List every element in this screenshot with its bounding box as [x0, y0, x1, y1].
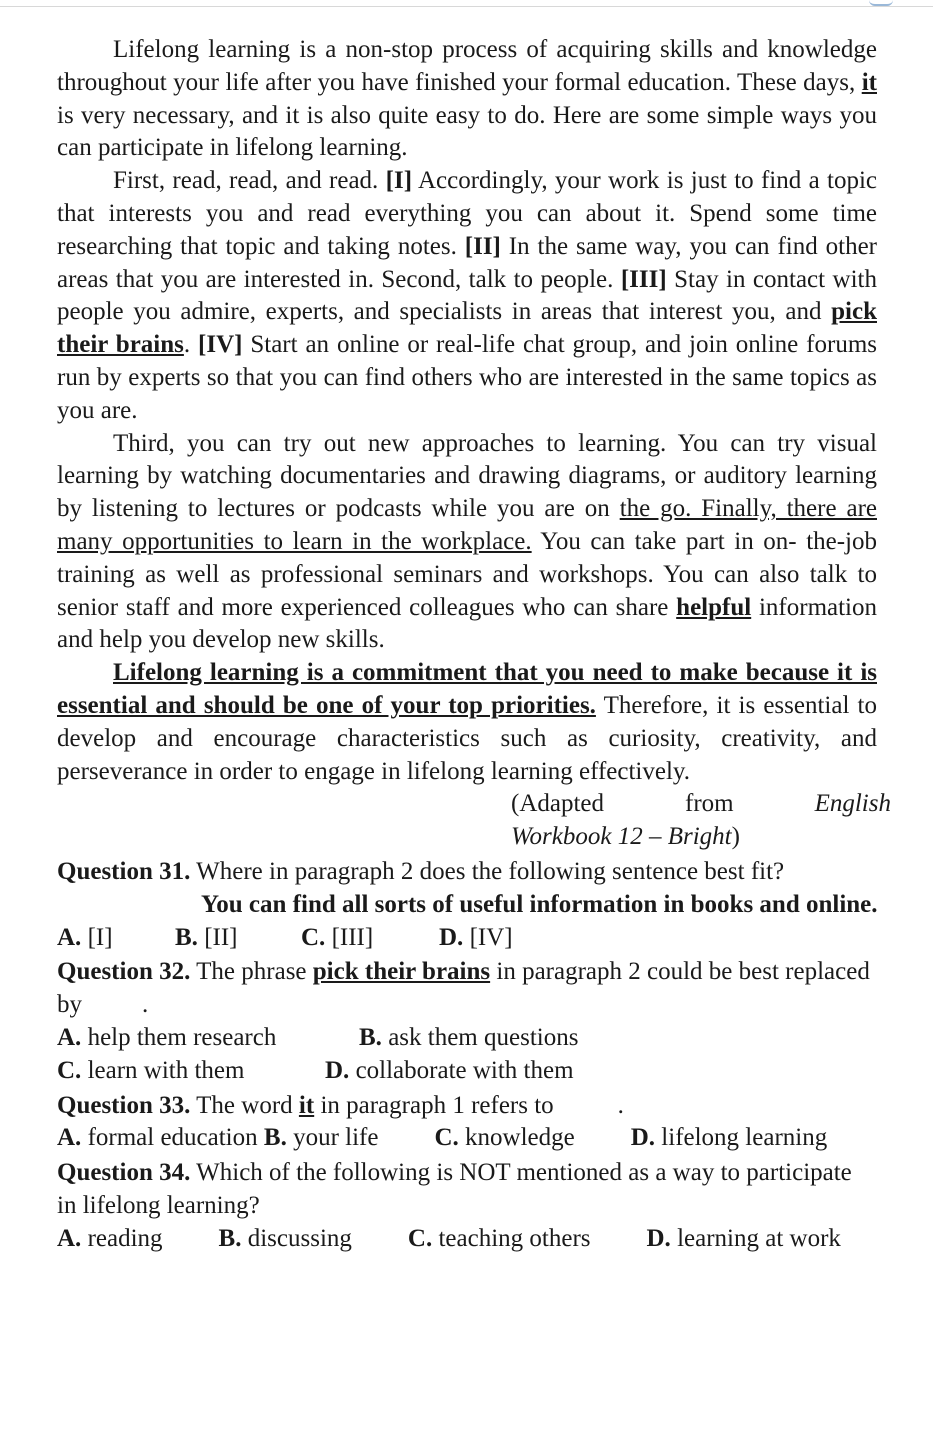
question-label: Question 31.	[57, 857, 191, 885]
marker-4: [IV]	[198, 331, 243, 359]
marker-2: [II]	[464, 232, 501, 260]
option-c[interactable]: C. learn with them	[57, 1056, 245, 1084]
option-b[interactable]: B. ask them questions	[359, 1023, 579, 1051]
option-a[interactable]: A. [I]	[57, 923, 113, 951]
answer-options	[57, 1022, 877, 1055]
phrase-pick-their-brains: pick their brains	[57, 298, 877, 359]
option-c[interactable]: C. knowledge	[434, 1124, 575, 1152]
option-a[interactable]: A. reading	[57, 1224, 163, 1252]
scroll-indicator	[869, 0, 893, 6]
option-c[interactable]: C. [III]	[301, 923, 374, 951]
option-d[interactable]: D. collaborate with them	[325, 1056, 574, 1084]
word-helpful: helpful	[676, 593, 752, 621]
paragraph-3: Third, you can try out new approaches to learning. You can try visual learning by watching documentaries and drawing diagrams, or auditory learning by listening to lectures or podcasts while you are on the go. Finally, there are many opportunities to learn in the workplace. You can take part in on- the-job training as well as professional seminars and workshops. You can also talk to senior staff and more experienced colleagues who can share helpful information and help you develop new skills.	[57, 429, 878, 654]
question-33: Question 33. The word it in paragraph 1 refers to . A. formal education B. your life C. knowledge D. lifelong learning	[57, 1090, 877, 1156]
question-31: Question 31. Where in paragraph 2 does the following sentence best fit? You can find all sorts of useful information in books and online. A. [I] B. [II] C. [III] D. [IV]	[57, 856, 877, 954]
marker-1: [I]	[385, 167, 413, 195]
question-label: Question 32.	[57, 958, 191, 986]
question-label: Question 33.	[57, 1091, 191, 1119]
answer-options	[57, 922, 877, 955]
option-b[interactable]: B. discussing	[218, 1224, 352, 1252]
option-c[interactable]: C. teaching others	[407, 1224, 591, 1252]
question-label: Question 34.	[57, 1159, 191, 1187]
bold-underlined-sentence: Lifelong learning is a commitment that you need to make because it is essential and should be one of your top priorities.	[57, 659, 877, 719]
option-d[interactable]: D. lifelong learning	[630, 1124, 828, 1152]
paragraph-1: Lifelong learning is a non-stop process of acquiring skills and knowledge throughout your life after you have finished your formal education. These days, it is very necessary, and it is also quite easy to do. Here are some simple ways you can participate in lifelong learning.	[57, 36, 877, 162]
option-a[interactable]: A. formal education	[57, 1124, 258, 1152]
answer-options	[57, 1122, 877, 1155]
referent-word-it: it	[861, 68, 877, 96]
source-citation: (Adapted from English Workbook 12 – Bright)	[511, 790, 891, 851]
reading-document	[57, 34, 891, 1255]
insert-sentence: You can find all sorts of useful information in books and online.	[201, 890, 878, 918]
marker-3: [III]	[620, 265, 667, 293]
question-32: Question 32. The phrase pick their brains in paragraph 2 could be best replaced by . A. help them research B. ask them questions C. learn with them D. collaborate with them	[57, 956, 877, 1087]
option-d[interactable]: D. learning at work	[646, 1224, 841, 1252]
option-b[interactable]: B. your life	[263, 1124, 379, 1152]
paragraph-2: First, read, read, and read. [I] Accordingly, your work is just to find a topic that interests you and read everything you can about it. Spend some time researching that topic and taking notes. [II] In the same way, you can find other areas that you are interested in. Second, talk to people. [III] Stay in contact with people you admire, experts, and specialists in areas that interest you, and pick their brains. [IV] Start an online or real-life chat group, and join online forums run by experts so that you can find others who are interested in the same topics as you are.	[57, 167, 878, 424]
page-top-border	[0, 6, 933, 7]
answer-options	[57, 1223, 877, 1256]
option-d[interactable]: D. [IV]	[439, 923, 513, 951]
underlined-sentence: the go. Finally, there are many opportunities to learn in the workplace.	[57, 495, 877, 555]
question-34: Question 34. Which of the following is NOT mentioned as a way to participate in lifelong learning? A. reading B. discussing C. teaching others D. learning at work	[57, 1157, 877, 1255]
option-a[interactable]: A. help them research	[57, 1023, 277, 1051]
paragraph-4: Lifelong learning is a commitment that you need to make because it is essential and should be one of your top priorities. Therefore, it is essential to develop and encourage characteristics such as curiosity, creativity, and perseverance in order to engage in lifelong learning effectively.	[57, 659, 877, 785]
option-b[interactable]: B. [II]	[175, 923, 238, 951]
